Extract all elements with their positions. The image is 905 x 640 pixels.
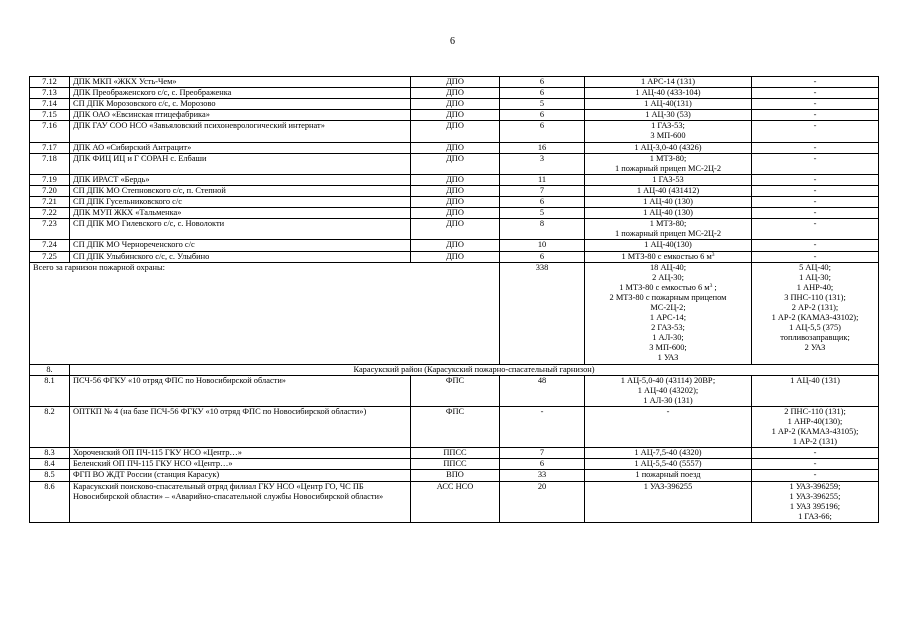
personnel-count: 16 [500,142,585,153]
unit-type: ППСС [411,459,500,470]
main-equipment: 1 МТЗ-80; 1 пожарный прицеп МС-2Ц-2 [585,219,752,240]
unit-name: СП ДПК Улыбинского с/с, с. Улыбино [70,251,411,262]
main-equipment: 1 АЦ-40 (130) [585,208,752,219]
reserve-equipment: 2 ПНС-110 (131); 1 АНР-40(130); 1 АР-2 (КАМАЗ-43105); 1 АР-2 (131) [752,406,879,447]
personnel-count: 6 [500,110,585,121]
row-number: 8.1 [30,375,70,406]
personnel-count: 3 [500,153,585,174]
row-number: 7.15 [30,110,70,121]
fire-units-table [29,76,879,523]
row-number: 7.22 [30,208,70,219]
total-count: 338 [500,262,585,364]
unit-type: ДПО [411,197,500,208]
unit-type: ДПО [411,77,500,88]
unit-name: ДПК Преображенского с/с, с. Преображенка [70,88,411,99]
table-row [30,142,879,153]
unit-name: СП ДПК МО Степновского с/с, п. Степной [70,185,411,196]
row-number: 8.5 [30,470,70,481]
unit-type: ДПО [411,110,500,121]
row-number: 7.18 [30,153,70,174]
unit-name: СП ДПК МО Гилевского с/с, с. Новолокти [70,219,411,240]
total-main-equipment [585,262,752,364]
unit-name: ФГП ВО ЖДТ России (станция Карасук) [70,470,411,481]
table-row [30,240,879,251]
reserve-equipment: - [752,448,879,459]
main-equipment: 1 ГАЗ-53 [585,174,752,185]
reserve-equipment: 1 УАЗ-396259; 1 УАЗ-396255; 1 УАЗ 395196; 1 ГАЗ-66; [752,481,879,522]
table-row [30,219,879,240]
table-row [30,99,879,110]
row-number: 7.12 [30,77,70,88]
personnel-count: 8 [500,219,585,240]
unit-type: ДПО [411,251,500,262]
unit-type: ППСС [411,448,500,459]
main-equipment: - [585,406,752,447]
reserve-equipment: - [752,110,879,121]
unit-name: ДПК ИРАСТ «Бердь» [70,174,411,185]
total-main-text-1: 18 АЦ-40; 2 АЦ-30; 1 МТЗ-80 с емкостью 6 м [619,262,710,292]
personnel-count: 5 [500,99,585,110]
reserve-equipment: - [752,77,879,88]
total-reserve-equipment: 5 АЦ-40; 1 АЦ-30; 1 АНР-40; 3 ПНС-110 (131); 2 АР-2 (131); 1 АР-2 (КАМАЗ-43102); 1 АЦ-5,5 (375) топливозаправщик; 2 УАЗ [752,262,879,364]
table-body-section-7 [30,77,879,252]
row-number: 8.2 [30,406,70,447]
main-equipment: 1 УАЗ-396255 [585,481,752,522]
table-row [30,375,879,406]
main-equipment [585,251,752,262]
personnel-count: 10 [500,240,585,251]
row-number: 8.4 [30,459,70,470]
personnel-count: 6 [500,121,585,142]
table-body-total [30,262,879,375]
unit-type: ДПО [411,99,500,110]
unit-name: ДПК МКП «ЖКХ Усть-Чем» [70,77,411,88]
unit-name: Карасукский поисково-спасательный отряд филиал ГКУ НСО «Центр ГО, ЧС ПБ Новосибирской области» – «Аварийно-спасательной службы Новосибирской области» [70,481,411,522]
table-row [30,197,879,208]
personnel-count: 5 [500,208,585,219]
main-equipment: 1 АЦ-3,0-40 (4326) [585,142,752,153]
personnel-count: - [500,406,585,447]
unit-name: ДПК АО «Сибирский Антрацит» [70,142,411,153]
personnel-count: 7 [500,185,585,196]
personnel-count: 11 [500,174,585,185]
row-number: 7.14 [30,99,70,110]
unit-type: ДПО [411,240,500,251]
reserve-equipment: - [752,185,879,196]
table-row [30,481,879,522]
table-row [30,208,879,219]
unit-type: АСС НСО [411,481,500,522]
reserve-equipment: - [752,240,879,251]
table-row [30,406,879,447]
main-equipment: 1 АЦ-5,0-40 (43114) 20ВР; 1 АЦ-40 (43202); 1 АЛ-30 (131) [585,375,752,406]
main-equipment: 1 ГАЗ-53; 3 МП-600 [585,121,752,142]
total-label: Всего за гарнизон пожарной охраны: [30,262,500,364]
section-header-row [30,364,879,375]
main-equipment: 1 АЦ-40(131) [585,99,752,110]
row-number: 7.21 [30,197,70,208]
row-number: 7.13 [30,88,70,99]
table-row [30,185,879,196]
main-equipment-text: 1 МТЗ-80 с емкостью 6 м [621,251,712,261]
unit-name: ДПК МУП ЖКХ «Тальменка» [70,208,411,219]
table-row [30,470,879,481]
unit-name: Беленский ОП ПЧ-115 ГКУ НСО «Центр…» [70,459,411,470]
reserve-equipment: - [752,197,879,208]
main-equipment: 1 АРС-14 (131) [585,77,752,88]
main-equipment: 1 АЦ-7,5-40 (4320) [585,448,752,459]
reserve-equipment: - [752,88,879,99]
unit-type: ФПС [411,406,500,447]
personnel-count: 6 [500,88,585,99]
unit-type: ДПО [411,142,500,153]
unit-name: ДПК ФИЦ ИЦ и Г СОРАН с. Елбаши [70,153,411,174]
unit-type: ДПО [411,208,500,219]
total-row [30,262,879,364]
personnel-count: 33 [500,470,585,481]
unit-name: ПСЧ-56 ФГКУ «10 отряд ФПС по Новосибирской области» [70,375,411,406]
table-row [30,448,879,459]
unit-name: ДПК ГАУ СОО НСО «Завьяловский психоневрологический интернат» [70,121,411,142]
main-equipment: 1 АЦ-5,5-40 (5557) [585,459,752,470]
reserve-equipment: - [752,459,879,470]
row-number: 7.16 [30,121,70,142]
reserve-equipment: - [752,470,879,481]
row-number: 8.3 [30,448,70,459]
table-row [30,174,879,185]
unit-name: ДПК ОАО «Евсинская птицефабрика» [70,110,411,121]
total-main-text-2: ; 2 МТЗ-80 с пожарным прицепом МС-2Ц-2; 1 АРС-14; 2 ГАЗ-53; 1 АЛ-30; 3 МП-600; 1 УАЗ [609,282,727,363]
row-number: 7.20 [30,185,70,196]
table-row [30,88,879,99]
reserve-equipment: 1 АЦ-40 (131) [752,375,879,406]
main-equipment: 1 МТЗ-80; 1 пожарный прицеп МС-2Ц-2 [585,153,752,174]
personnel-count: 7 [500,448,585,459]
unit-type: ДПО [411,185,500,196]
reserve-equipment: - [752,174,879,185]
table-row [30,251,879,262]
unit-type: ФПС [411,375,500,406]
personnel-count: 6 [500,251,585,262]
unit-name: СП ДПК Гусельниковского с/с [70,197,411,208]
personnel-count: 48 [500,375,585,406]
unit-type: ВПО [411,470,500,481]
main-equipment: 1 пожарный поезд [585,470,752,481]
reserve-equipment: - [752,219,879,240]
page-number: 6 [450,36,455,47]
unit-name: СП ДПК МО Чернореченского с/с [70,240,411,251]
superscript: 3 [711,251,715,258]
superscript: 3 [709,282,713,289]
table-body-row-7-25 [30,251,879,262]
unit-name: ОПТКП № 4 (на базе ПСЧ-56 ФГКУ «10 отряд ФПС по Новосибирской области») [70,406,411,447]
unit-type: ДПО [411,153,500,174]
table-body-section-8 [30,375,879,522]
unit-type: ДПО [411,174,500,185]
personnel-count: 6 [500,197,585,208]
main-equipment: 1 АЦ-40(130) [585,240,752,251]
row-number: 7.25 [30,251,70,262]
main-equipment: 1 АЦ-40 (433-104) [585,88,752,99]
unit-name: СП ДПК Морозовского с/с, с. Морозово [70,99,411,110]
row-number: 7.24 [30,240,70,251]
table-row [30,110,879,121]
table-row [30,77,879,88]
personnel-count: 6 [500,77,585,88]
row-number: 7.17 [30,142,70,153]
section-number: 8. [30,364,70,375]
main-equipment: 1 АЦ-30 (53) [585,110,752,121]
main-equipment: 1 АЦ-40 (130) [585,197,752,208]
row-number: 7.19 [30,174,70,185]
unit-name: Хороченский ОП ПЧ-115 ГКУ НСО «Центр…» [70,448,411,459]
section-title: Карасукский район (Карасукский пожарно-спасательный гарнизон) [70,364,879,375]
main-equipment: 1 АЦ-40 (431412) [585,185,752,196]
reserve-equipment: - [752,121,879,142]
unit-type: ДПО [411,219,500,240]
reserve-equipment: - [752,208,879,219]
row-number: 8.6 [30,481,70,522]
reserve-equipment: - [752,251,879,262]
reserve-equipment: - [752,153,879,174]
table-row [30,153,879,174]
unit-type: ДПО [411,121,500,142]
reserve-equipment: - [752,142,879,153]
table-row [30,121,879,142]
reserve-equipment: - [752,99,879,110]
personnel-count: 20 [500,481,585,522]
row-number: 7.23 [30,219,70,240]
personnel-count: 6 [500,459,585,470]
table-row [30,459,879,470]
unit-type: ДПО [411,88,500,99]
